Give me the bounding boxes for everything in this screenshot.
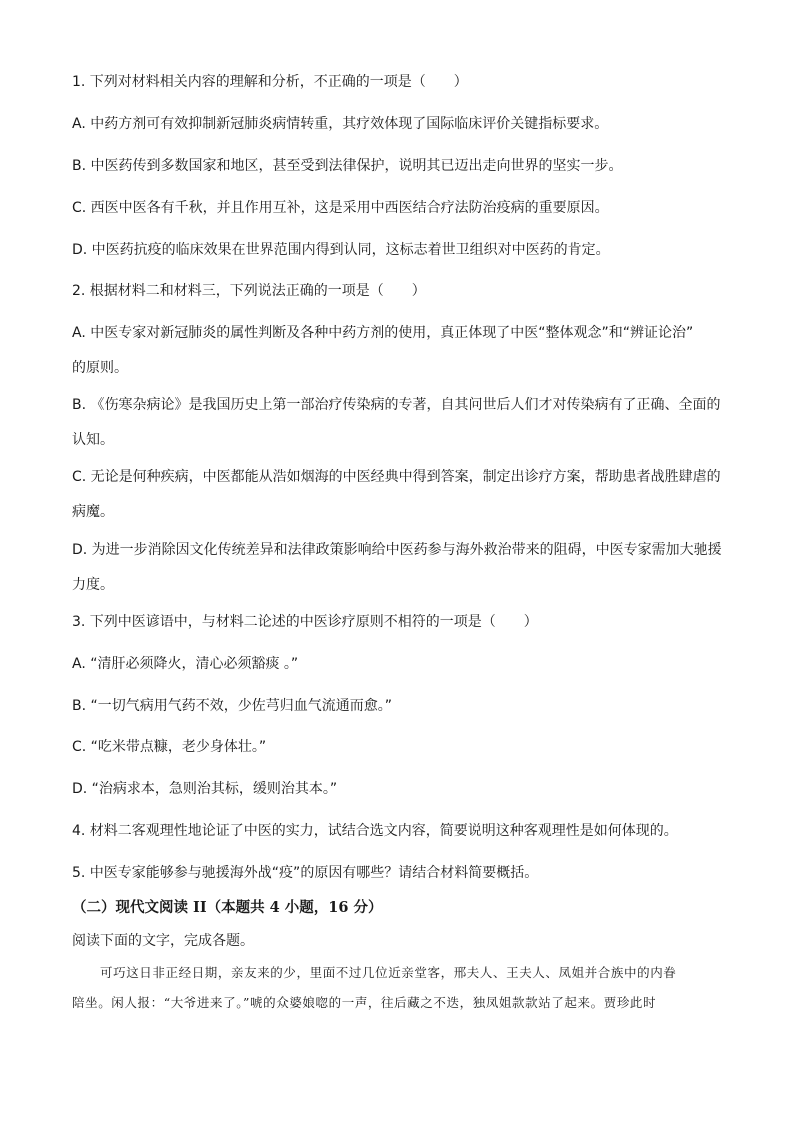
q4-stem: 4. 材料二客观理性地论证了中医的实力，试结合选文内容，简要说明这种客观理性是如何体现的。 [72,823,678,839]
q5-stem: 5. 中医专家能够参与驰援海外战“疫”的原因有哪些？请结合材料简要概括。 [72,865,539,881]
passage-line-1: 可巧这日非正经日期，亲友来的少，里面不过几位近亲堂客，邢夫人、王夫人、凤姐并合族中的内眷 [100,965,677,980]
q2-option-a: A. 中医专家对新冠肺炎的属性判断及各种中药方剂的使用，真正体现了中医“整体观念”和“辨证论治” [72,325,694,341]
q3-stem: 3. 下列中医谚语中，与材料二论述的中医诊疗原则不相符的一项是（ ） [72,614,538,630]
q2-option-b: B. 《伤寒杂病论》是我国历史上第一部治疗传染病的专著，自其问世后人们才对传染病有了正确、全面的 [72,397,721,413]
q3-option-a: A. “清肝必须降火，清心必须豁痰 。” [72,656,299,672]
q2-option-c: C. 无论是何种疾病，中医都能从浩如烟海的中医经典中得到答案，制定出诊疗方案，帮助患者战胜肆虐的 [72,469,721,485]
q2-stem: 2. 根据材料二和材料三，下列说法正确的一项是（ ） [72,283,426,299]
q3-option-c: C. “吃米带点糠，老少身体壮。” [72,739,267,755]
section-instruction: 阅读下面的文字，完成各题。 [72,933,254,949]
section-heading: （二）现代文阅读 II（本题共 4 小题，16 分） [72,899,383,916]
q3-option-b: B. “一切气病用气药不效，少佐芎归血气流通而愈。” [72,698,393,714]
q2-option-a-cont: 的原则。 [72,360,128,376]
passage-line-2: 陪坐。闲人报：“大爷进来了。”唬的众婆娘唿的一声，往后藏之不迭，独凤姐款款站了起来。贾珍此时 [72,995,657,1010]
q2-option-c-cont: 病魔。 [72,504,114,520]
q1-option-a: A. 中药方剂可有效抑制新冠肺炎病情转重，其疗效体现了国际临床评价关键指标要求。 [72,116,609,132]
q2-option-b-cont: 认知。 [72,432,114,448]
q1-stem: 1. 下列对材料相关内容的理解和分析，不正确的一项是（ ） [72,74,468,90]
q3-option-d: D. “治病求本，急则治其标，缓则治其本。” [72,781,338,797]
q2-option-d: D. 为进一步消除因文化传统差异和法律政策影响给中医药参与海外救治带来的阻碍，中医专家需加大驰援 [72,542,722,558]
q1-option-b: B. 中医药传到多数国家和地区，甚至受到法律保护，说明其已迈出走向世界的坚实一步。 [72,158,623,174]
q1-option-d: D. 中医药抗疫的临床效果在世界范围内得到认同，这标志着世卫组织对中医药的肯定。 [72,242,610,258]
q1-option-c: C. 西医中医各有千秋，并且作用互补，这是采用中西医结合疗法防治疫病的重要原因。 [72,200,609,216]
q2-option-d-cont: 力度。 [72,577,114,593]
